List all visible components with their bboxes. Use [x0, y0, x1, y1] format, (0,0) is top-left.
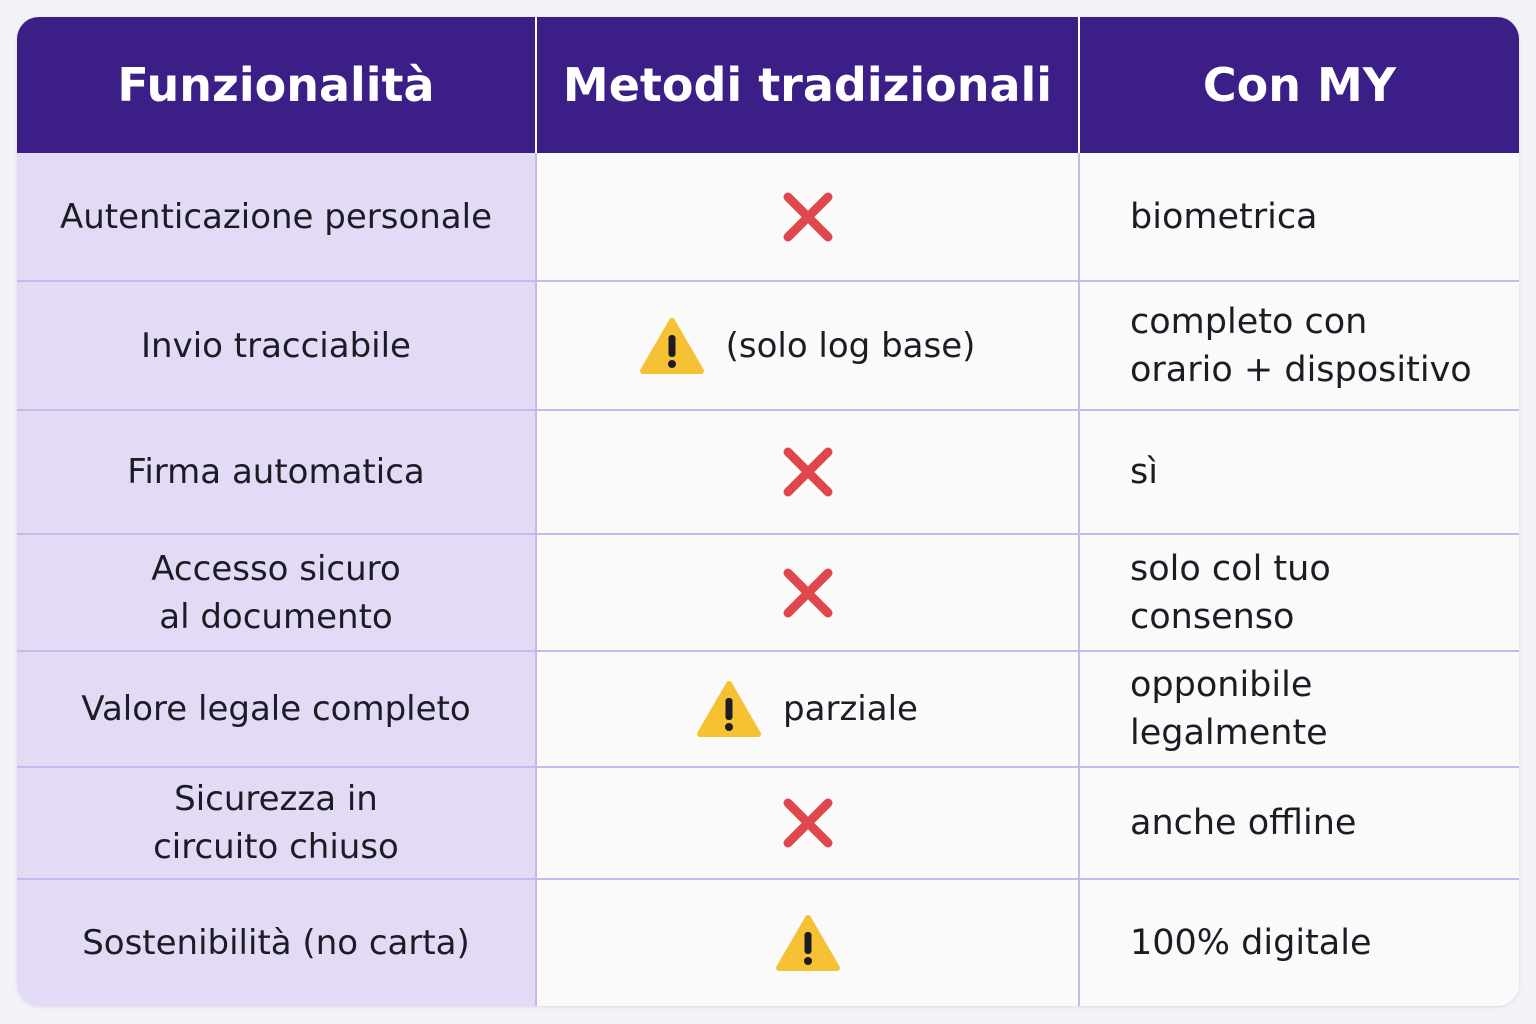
- feature-label: Firma automatica: [127, 452, 425, 492]
- feature-label: Sicurezza in circuito chiuso: [153, 779, 399, 867]
- my-label: solo col tuo consenso: [1130, 548, 1331, 637]
- my-cell: [1080, 153, 1519, 280]
- traditional-cell: [537, 766, 1080, 878]
- comparison-table: [17, 17, 1519, 1006]
- traditional-note: (solo log base): [725, 325, 976, 366]
- feature-label: Sostenibilità (no carta): [82, 923, 470, 963]
- warning-icon: [640, 317, 704, 375]
- header-metodi-tradizionali: Metodi tradizionali: [537, 17, 1080, 153]
- my-cell: [1080, 409, 1519, 533]
- my-label: anche offline: [1130, 803, 1357, 843]
- feature-cell: [17, 280, 537, 409]
- header-funzionalita: Funzionalità: [17, 17, 537, 153]
- traditional-cell: [537, 280, 1080, 409]
- traditional-cell: [537, 878, 1080, 1006]
- my-label: opponibile legalmente: [1130, 665, 1328, 753]
- feature-cell: [17, 533, 537, 650]
- my-label: biometrica: [1130, 196, 1318, 237]
- feature-cell: [17, 153, 537, 280]
- traditional-cell: [537, 153, 1080, 280]
- feature-label: Accesso sicuro al documento: [151, 548, 401, 637]
- warning-icon: [776, 914, 840, 972]
- warning-icon: [697, 680, 761, 738]
- my-cell: [1080, 280, 1519, 409]
- cross-icon: [782, 191, 834, 243]
- cross-icon: [782, 567, 834, 619]
- my-cell: [1080, 650, 1519, 766]
- traditional-cell: [537, 533, 1080, 650]
- comparison-grid: [17, 17, 1519, 1006]
- feature-cell: [17, 409, 537, 533]
- traditional-cell: [537, 650, 1080, 766]
- cross-icon: [782, 797, 834, 849]
- my-label: sì: [1130, 452, 1158, 492]
- my-label: completo con orario + dispositivo: [1130, 301, 1472, 390]
- traditional-note: parziale: [783, 689, 918, 729]
- feature-label: Invio tracciabile: [141, 325, 411, 366]
- my-label: 100% digitale: [1130, 923, 1372, 963]
- header-con-my: Con MY: [1080, 17, 1519, 153]
- feature-cell: [17, 878, 537, 1006]
- traditional-cell: [537, 409, 1080, 533]
- my-cell: [1080, 766, 1519, 878]
- cross-icon: [782, 446, 834, 498]
- my-cell: [1080, 878, 1519, 1006]
- feature-cell: [17, 766, 537, 878]
- feature-cell: [17, 650, 537, 766]
- my-cell: [1080, 533, 1519, 650]
- feature-label: Valore legale completo: [81, 689, 471, 729]
- feature-label: Autenticazione personale: [59, 196, 493, 237]
